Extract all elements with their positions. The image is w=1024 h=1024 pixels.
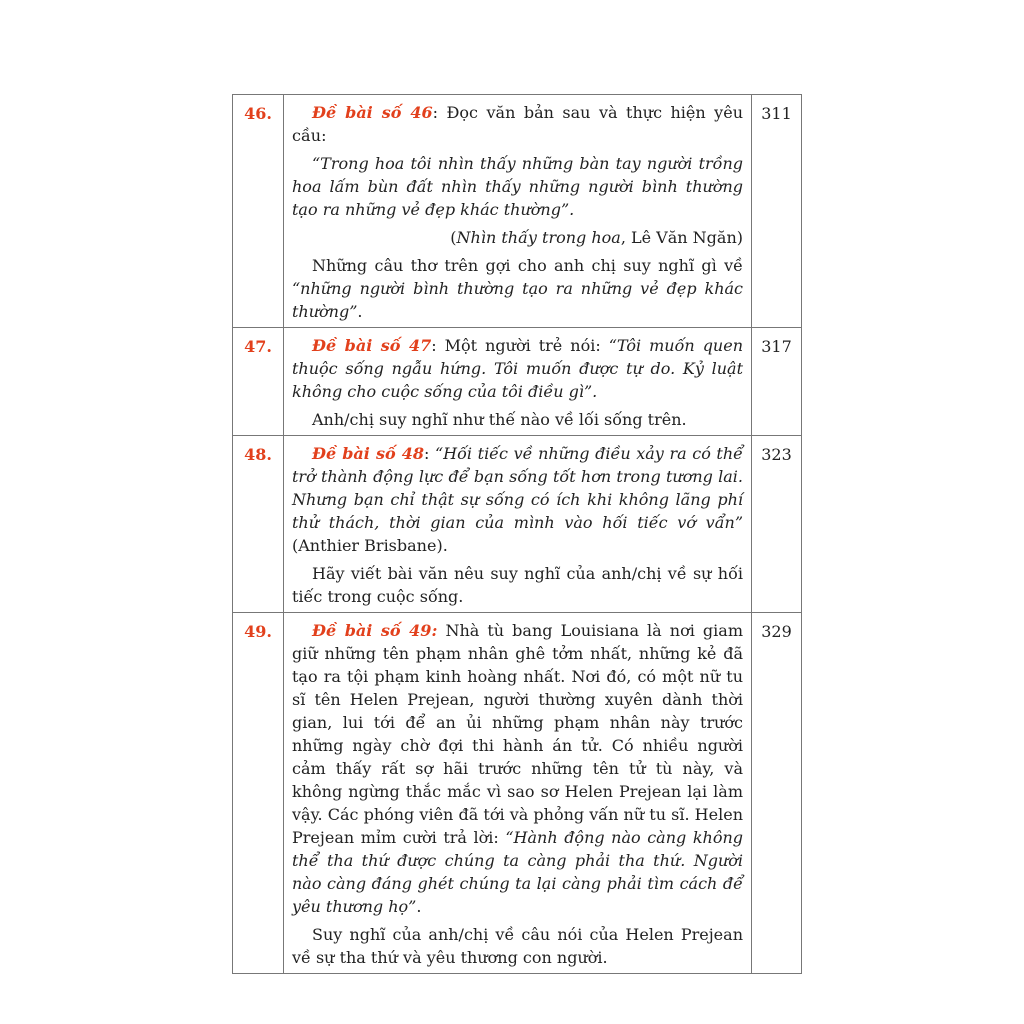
exercise-heading: Đề bài số 47	[312, 336, 432, 355]
quote-attribution: (Anthier Brisbane).	[292, 536, 448, 555]
source-author: , Lê Văn Ngăn)	[620, 228, 743, 247]
table-row	[233, 328, 802, 436]
question-start: Những câu thơ trên gợi cho anh chị suy nghĩ gì về	[312, 256, 743, 275]
row-number: 48.	[233, 436, 284, 613]
prompt-paragraph	[292, 619, 743, 918]
prompt-paragraph	[292, 442, 743, 557]
question-paragraph: Anh/chị suy nghĩ như thế nào về lối sống trên.	[312, 410, 687, 429]
exercise-heading: Đề bài số 46	[312, 103, 433, 122]
row-content	[284, 613, 752, 974]
page-number: 323	[752, 436, 802, 613]
exercise-index-table	[232, 94, 802, 974]
row-number: 46.	[233, 95, 284, 328]
page-number: 329	[752, 613, 802, 974]
quote-end: .	[416, 897, 422, 916]
quote-paragraph: “Trong hoa tôi nhìn thấy những bàn tay người trồng hoa lấm bùn đất nhìn thấy những người bình thường tạo ra những vẻ đẹp khác thường”.	[292, 154, 743, 219]
exercise-heading: Đề bài số 48	[312, 444, 424, 463]
table-row	[233, 95, 802, 328]
prompt-paragraph	[292, 101, 743, 147]
table-row	[233, 436, 802, 613]
row-number: 49.	[233, 613, 284, 974]
source-line	[292, 226, 743, 249]
question-paragraph: Suy nghĩ của anh/chị về câu nói của Helen Prejean về sự tha thứ và yêu thương con người.	[292, 925, 743, 967]
row-number: 47.	[233, 328, 284, 436]
prompt-intro: Nhà tù bang Louisiana là nơi giam giữ những tên phạm nhân ghê tởm nhất, những kẻ đã tạo ra tội phạm kinh hoàng nhất. Nơi đó, có một nữ tu sĩ tên Helen Prejean, người thường xuyên dành thời gian, lui tới để an ủi những phạm nhân này trước những ngày chờ đợi thi hành án tử. Có nhiều người cảm thấy rất sợ hãi trước những tên tử tù này, và không ngừng thắc mắc vì sao sơ Helen Prejean lại làm vậy. Các phóng viên đã tới và phỏng vấn nữ tu sĩ. Helen Prejean mỉm cười trả lời:	[292, 621, 744, 847]
question-end: .	[357, 302, 363, 321]
prompt-paragraph	[292, 334, 743, 403]
prompt-intro: : Đọc văn bản sau và thực hiện yêu cầu:	[292, 103, 743, 145]
quote-text: “Tôi muốn quen thuộc sống ngẫu hứng. Tôi muốn được tự do. Kỷ luật không cho cuộc sống của tôi điều gì”.	[292, 336, 744, 401]
page-number: 317	[752, 328, 802, 436]
question-paragraph	[292, 254, 743, 323]
prompt-intro: :	[424, 444, 435, 463]
row-content	[284, 328, 752, 436]
quote-text: “Hối tiếc về những điều xảy ra có thể trở thành động lực để bạn sống tốt hơn trong tương lai. Nhưng bạn chỉ thật sự sống có ích khi không lãng phí thử thách, thời gian của mình vào hối tiếc vớ vẩn”	[292, 444, 744, 532]
exercise-heading: Đề bài số 49:	[312, 621, 438, 640]
source-open: (	[450, 228, 457, 247]
row-content	[284, 436, 752, 613]
quote-text: “Hành động nào càng không thể tha thứ được chúng ta càng phải tha thứ. Người nào càng đáng ghét chúng ta lại càng phải tìm cách để yêu thương họ”	[292, 828, 744, 916]
question-paragraph: Hãy viết bài văn nêu suy nghĩ của anh/chị về sự hối tiếc trong cuộc sống.	[292, 564, 743, 606]
page-number: 311	[752, 95, 802, 328]
table-row	[233, 613, 802, 974]
question-quote: “những người bình thường tạo ra những vẻ đẹp khác thường”	[292, 279, 743, 321]
row-content	[284, 95, 752, 328]
prompt-intro: : Một người trẻ nói:	[431, 336, 609, 355]
source-title: Nhìn thấy trong hoa	[456, 228, 621, 247]
